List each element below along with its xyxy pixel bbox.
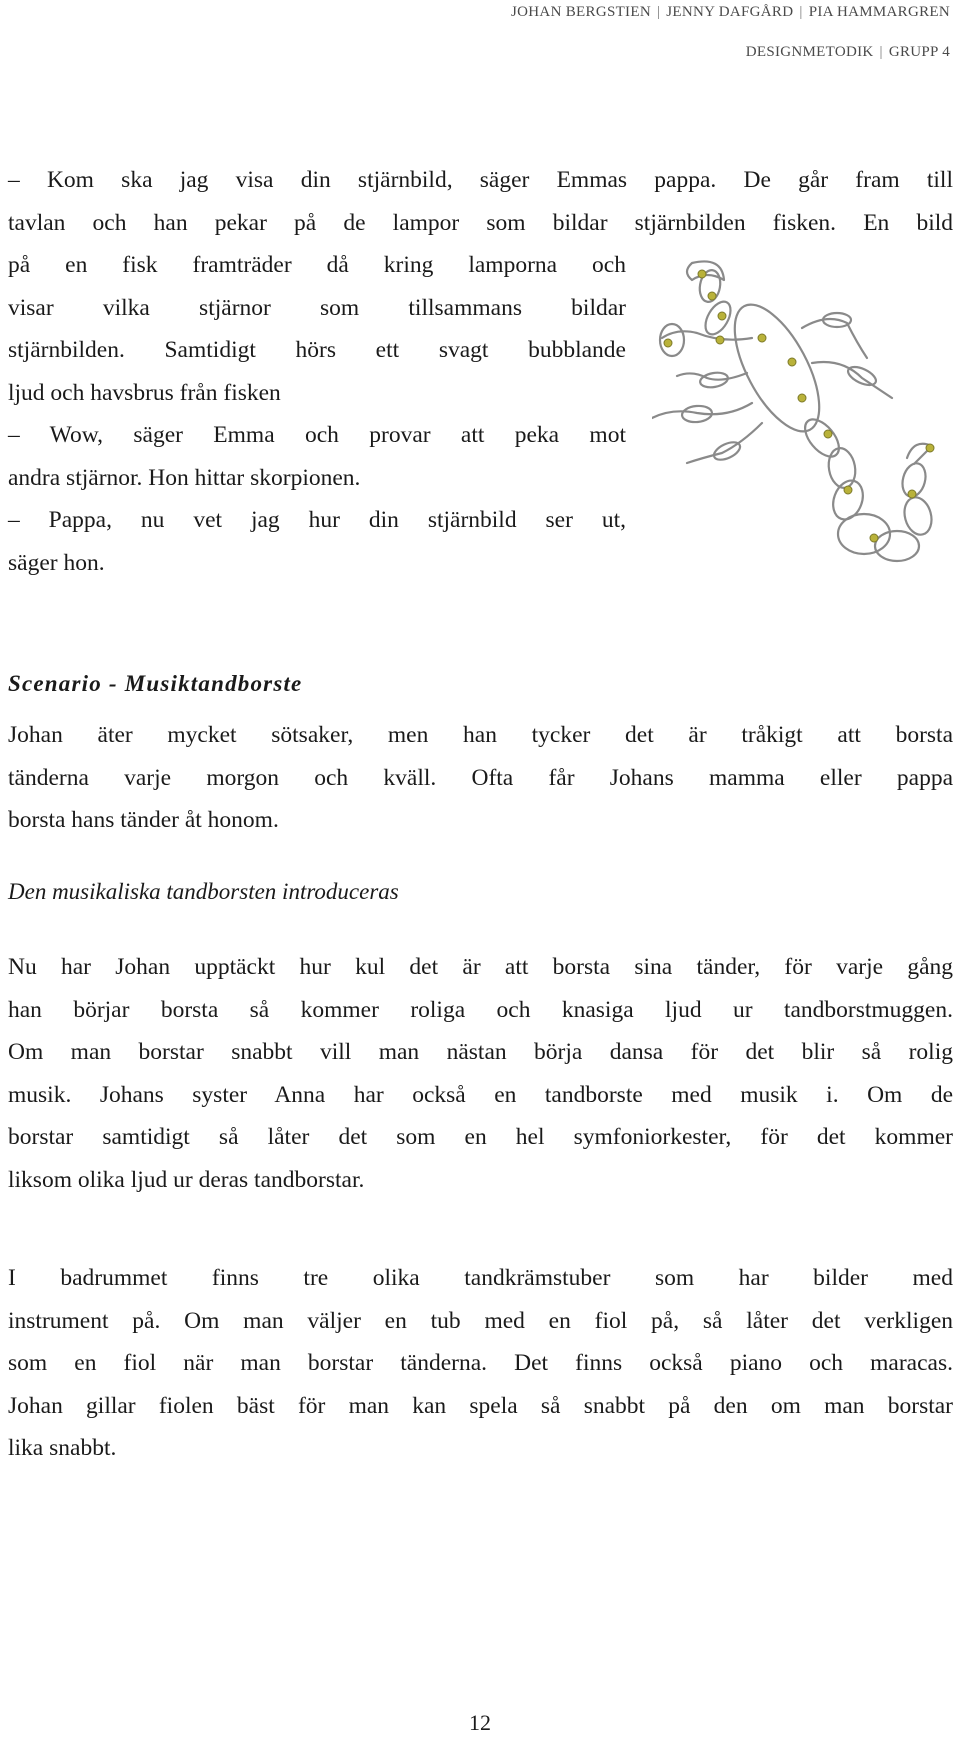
text-line: Johan gillar fiolen bäst för man kan spela så snabbt på den om man borstar — [8, 1392, 953, 1419]
text-line: borstar samtidigt så låter det som en hel symfoniorkester, för det kommer — [8, 1124, 953, 1150]
text-line: – Kom ska jag visa din stjärnbild, säger Emmas pappa. De går fram till — [8, 167, 953, 193]
text-line: ljud och havsbrus från fisken — [8, 379, 281, 406]
text-line: lika snabbt. — [8, 1435, 117, 1461]
text-line: I badrummet finns tre olika tandkrämstuber som har bilder med — [8, 1265, 953, 1291]
text-line: visar vilka stjärnor som tillsammans bildar — [8, 294, 626, 321]
text-line: – Pappa, nu vet jag hur din stjärnbild ser ut, — [8, 507, 626, 533]
header-separator: | — [799, 4, 803, 20]
text-line: Om man borstar snabbt vill man nästan börja dansa för det blir så rolig — [8, 1039, 953, 1065]
text-line: instrument på. Om man väljer en tub med en fiol på, så låter det verkligen — [8, 1307, 953, 1334]
text-line: liksom olika ljud ur deras tandborstar. — [8, 1166, 365, 1193]
text-line: Johan äter mycket sötsaker, men han tycker det är tråkigt att borsta — [8, 722, 953, 748]
intro-paragraph-narrow — [8, 244, 626, 584]
text-line: andra stjärnor. Hon hittar skorpionen. — [8, 464, 361, 491]
header-separator: | — [656, 4, 661, 20]
text-line: tänderna varje morgon och kväll. Ofta får Johans mamma eller pappa — [8, 764, 953, 791]
intro-paragraph-wide — [8, 159, 953, 244]
text-line: säger hon. — [8, 549, 105, 576]
text-line: han börjar borsta så kommer roliga och knasiga ljud ur tandborstmuggen. — [8, 996, 953, 1023]
text-line: stjärnbilden. Samtidigt hörs ett svagt bubblande — [8, 337, 626, 363]
scorpion-outline — [652, 261, 935, 561]
page-number: 12 — [469, 1710, 491, 1735]
scenario-heading: Scenario - Musiktandborste — [8, 671, 303, 696]
scorpion-constellation-drawing — [652, 258, 957, 570]
scenario-paragraph-2 — [8, 946, 953, 1201]
text-line: borsta hans tänder åt honom. — [8, 807, 279, 833]
header-separator: | — [879, 44, 883, 60]
header-course: DESIGNMETODIK — [745, 44, 874, 60]
header-author-2: JENNY DAFGÅRD — [666, 4, 794, 20]
header-group: GRUPP 4 — [888, 44, 950, 60]
text-line: som en fiol när man borstar tänderna. Det finns också piano och maracas. — [8, 1350, 953, 1376]
text-line: – Wow, säger Emma och provar att peka mot — [8, 422, 626, 448]
header-author-1: JOHAN BERGSTIEN — [511, 4, 651, 20]
scenario-paragraph-1 — [8, 714, 953, 842]
running-header-course — [746, 44, 950, 61]
scenario-paragraph-3 — [8, 1257, 953, 1470]
text-line: musik. Johans syster Anna har också en tandborste med musik i. Om de — [8, 1081, 953, 1108]
text-line: på en fisk framträder då kring lamporna och — [8, 252, 626, 278]
section-subheading: Den musikaliska tandborsten introduceras — [8, 879, 399, 904]
text-line: tavlan och han pekar på de lampor som bildar stjärnbilden fisken. En bild — [8, 209, 953, 236]
text-line: Nu har Johan upptäckt hur kul det är att borsta sina tänder, för varje gång — [8, 954, 953, 980]
running-header-authors — [511, 4, 950, 21]
header-author-3: PIA HAMMARGREN — [808, 4, 950, 20]
